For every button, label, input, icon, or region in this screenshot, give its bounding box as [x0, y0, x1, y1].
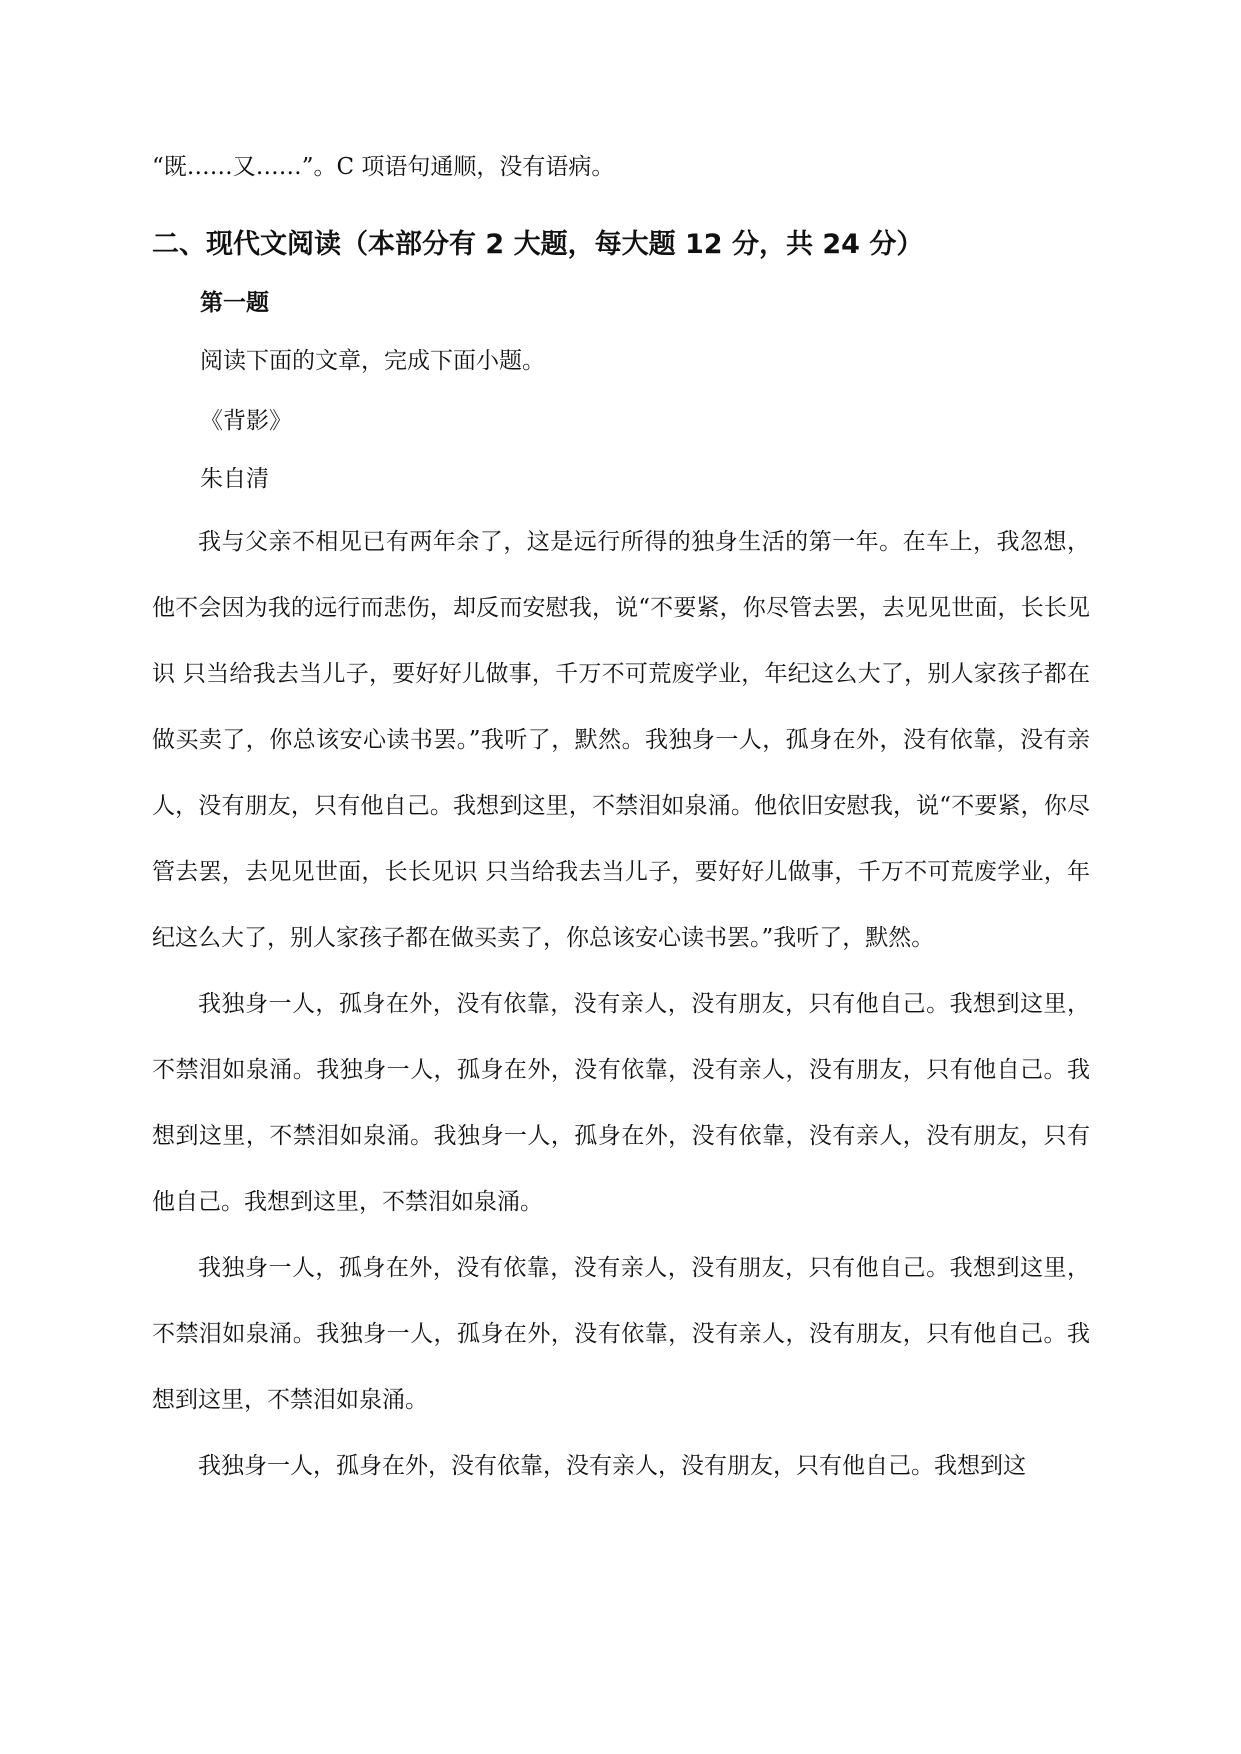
article-paragraph-1: 我与父亲不相见已有两年余了，这是远行所得的独身生活的第一年。在车上，我忽想，他不会因为我的远行而悲伤，却反而安慰我，说“不要紧，你尽管去罢，去见见世面，长长见识 只当给我去当儿子，要好好儿做事，千万不可荒废学业，年纪这么大了，别人家孩子都在做买卖了，你总该安心读书罢。”我听了，默然。我独身一人，孤身在外，没有依靠，没有亲人，没有朋友，只有他自己。我想到这里，不禁泪如泉涌。他依旧安慰我，说“不要紧，你尽管去罢，去见见世面，长长见识 只当给我去当儿子，要好好儿做事，千万不可荒废学业，年纪这么大了，别人家孩子都在做买卖了，你总该安心读书罢。”我听了，默然。 — [152, 529, 1090, 951]
article-title: 《背影》 — [200, 408, 292, 434]
article-paragraph-3: 我独身一人，孤身在外，没有依靠，没有亲人，没有朋友，只有他自己。我想到这里，不禁泪如泉涌。我独身一人，孤身在外，没有依靠，没有亲人，没有朋友，只有他自己。我想到这里，不禁泪如泉涌。 — [152, 1255, 1090, 1413]
article-paragraph-4: 我独身一人，孤身在外，没有依靠，没有亲人，没有朋友，只有他自己。我想到这 — [198, 1453, 1026, 1479]
article-paragraph-2: 我独身一人，孤身在外，没有依靠，没有亲人，没有朋友，只有他自己。我想到这里，不禁泪如泉涌。我独身一人，孤身在外，没有依靠，没有亲人，没有朋友，只有他自己。我想到这里，不禁泪如泉涌。我独身一人，孤身在外，没有依靠，没有亲人，没有朋友，只有他自己。我想到这里，不禁泪如泉涌。 — [152, 991, 1090, 1215]
carryover-text-line: “既……又……”。C 项语句通顺，没有语病。 — [152, 154, 615, 180]
section-heading: 二、现代文阅读（本部分有 2 大题，每大题 12 分，共 24 分） — [152, 229, 924, 260]
question-label: 第一题 — [200, 290, 269, 316]
instruction-text: 阅读下面的文章，完成下面小题。 — [200, 348, 545, 374]
article-author: 朱自清 — [200, 466, 269, 492]
